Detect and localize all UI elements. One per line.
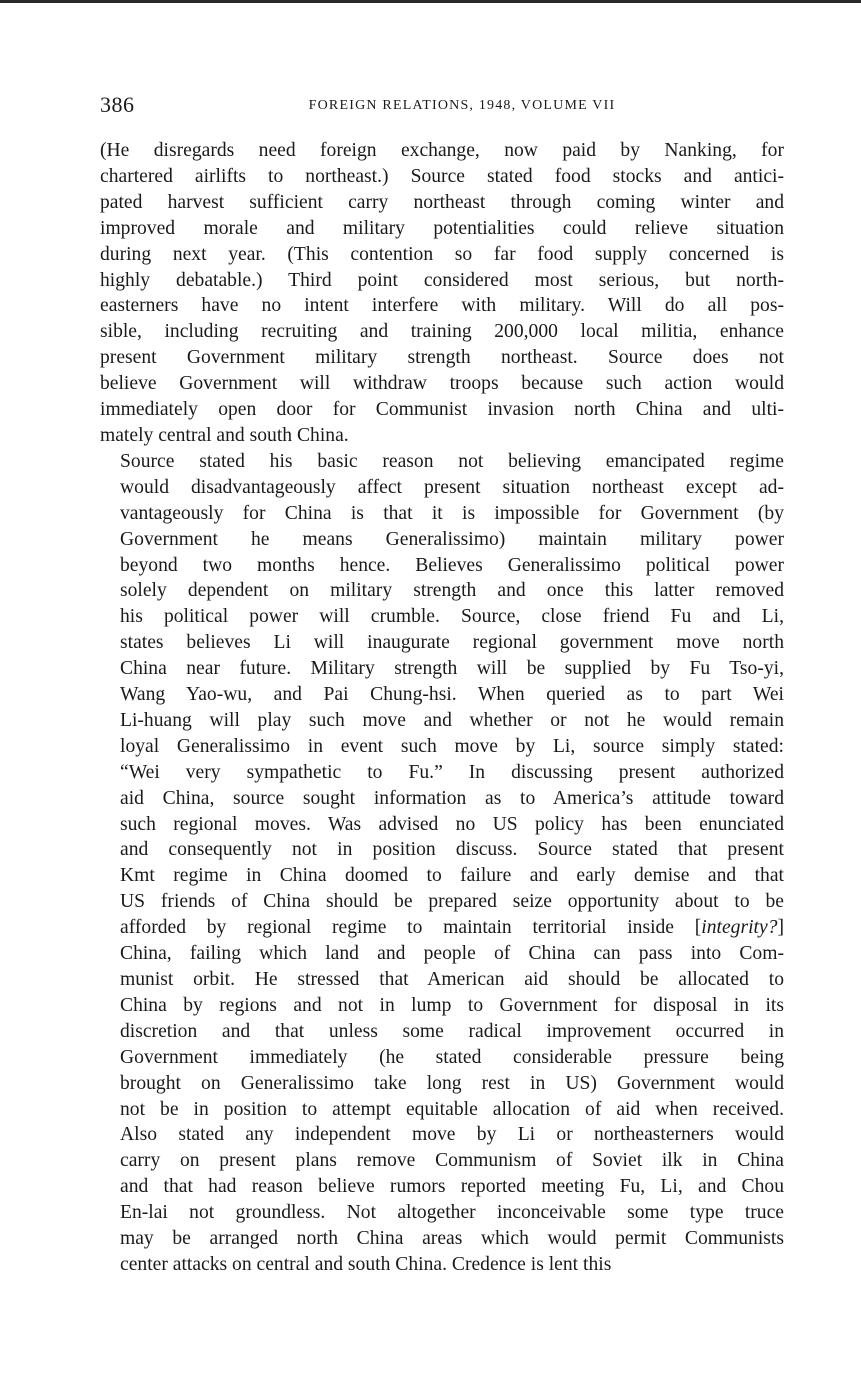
text-line: during next year. (This contention so far food supply concerned is (100, 243, 784, 265)
text-line: not be in position to attempt equitable allocation of aid when received. (120, 1098, 784, 1120)
text-line: would disadvantageously affect present situation northeast except ad- (120, 476, 784, 498)
document-page (100, 92, 784, 1278)
text-line: En-lai not groundless. Not altogether inconceivable some type truce (120, 1202, 784, 1224)
text-line: pated harvest sufficient carry northeast through coming winter and (100, 191, 784, 213)
text-line: aid China, source sought information as to America’s attitude toward (120, 787, 784, 809)
text-line: US friends of China should be prepared seize opportunity about to be (120, 891, 784, 913)
text-line: beyond two months hence. Believes Generalissimo political power (120, 554, 784, 576)
page-number: 386 (100, 92, 135, 117)
running-title: FOREIGN RELATIONS, 1948, VOLUME VII (308, 98, 616, 113)
text-line: sible, including recruiting and training 200,000 local militia, enhance (100, 321, 784, 343)
text-line: Li-huang will play such move and whether or not he would remain (120, 709, 784, 731)
text-line: munist orbit. He stressed that American aid should be allocated to (120, 969, 784, 990)
running-head (100, 92, 784, 128)
text-line: highly debatable.) Third point considered most serious, but north- (100, 269, 784, 291)
text-line: improved morale and military potentialities could relieve situation (100, 217, 784, 239)
paragraph-source-statement (100, 449, 784, 1278)
text-line: China near future. Military strength will be supplied by Fu Tso-yi, (120, 658, 784, 680)
text-line: vantageously for China is that it is impossible for Government (by (120, 502, 784, 524)
text-line: mately central and south China. (100, 424, 349, 446)
text-line: easterners have no intent interfere with military. Will do all pos- (100, 295, 784, 317)
text-line: China by regions and not in lump to Government for disposal in its (120, 994, 784, 1016)
text-line: present Government military strength northeast. Source does not (100, 347, 784, 369)
text-line: and consequently not in position discuss. Source stated that present (120, 839, 784, 861)
text-line: states believes Li will inaugurate regional government move north (120, 632, 784, 654)
text-line: loyal Generalissimo in event such move by Li, source simply stated: (120, 735, 784, 757)
text-line: Also stated any independent move by Li or northeasterners would (120, 1124, 784, 1146)
text-line: discretion and that unless some radical improvement occurred in (120, 1020, 784, 1042)
text-line: carry on present plans remove Communism of Soviet ilk in China (120, 1150, 784, 1172)
text-line: Government he means Generalissimo) maintain military power (120, 528, 784, 550)
text-line: Government immediately (he stated considerable pressure being (120, 1046, 784, 1068)
text-line: Wang Yao-wu, and Pai Chung-hsi. When queried as to part Wei (120, 684, 784, 706)
text-line: center attacks on central and south China. Credence is lent this (120, 1253, 612, 1275)
text-line: and that had reason believe rumors reported meeting Fu, Li, and Chou (120, 1176, 784, 1198)
text-line: his political power will crumble. Source, close friend Fu and Li, (120, 606, 784, 628)
body-text (100, 138, 784, 1278)
text-line: brought on Generalissimo take long rest in US) Government would (120, 1072, 784, 1094)
text-line: immediately open door for Communist invasion north China and ulti- (100, 399, 784, 421)
text-line: believe Government will withdraw troops because such action would (100, 373, 784, 395)
paragraph-continuation (100, 138, 784, 449)
text-line: afforded by regional regime to maintain territorial inside [integrity?] (120, 917, 784, 939)
text-line: China, failing which land and people of China can pass into Com- (120, 943, 784, 965)
text-line: solely dependent on military strength and once this latter removed (120, 580, 784, 602)
text-line: Source stated his basic reason not believing emancipated regime (120, 450, 784, 472)
text-line: chartered airlifts to northeast.) Source stated food stocks and antici- (100, 165, 784, 187)
text-line: may be arranged north China areas which would permit Communists (120, 1228, 784, 1250)
text-line: “Wei very sympathetic to Fu.” In discussing present authorized (120, 761, 784, 783)
text-line: Kmt regime in China doomed to failure and early demise and that (120, 865, 784, 887)
text-line: (He disregards need foreign exchange, now paid by Nanking, for (100, 140, 784, 161)
top-edge-rule (0, 0, 861, 3)
text-line: such regional moves. Was advised no US policy has been enunciated (120, 813, 784, 835)
